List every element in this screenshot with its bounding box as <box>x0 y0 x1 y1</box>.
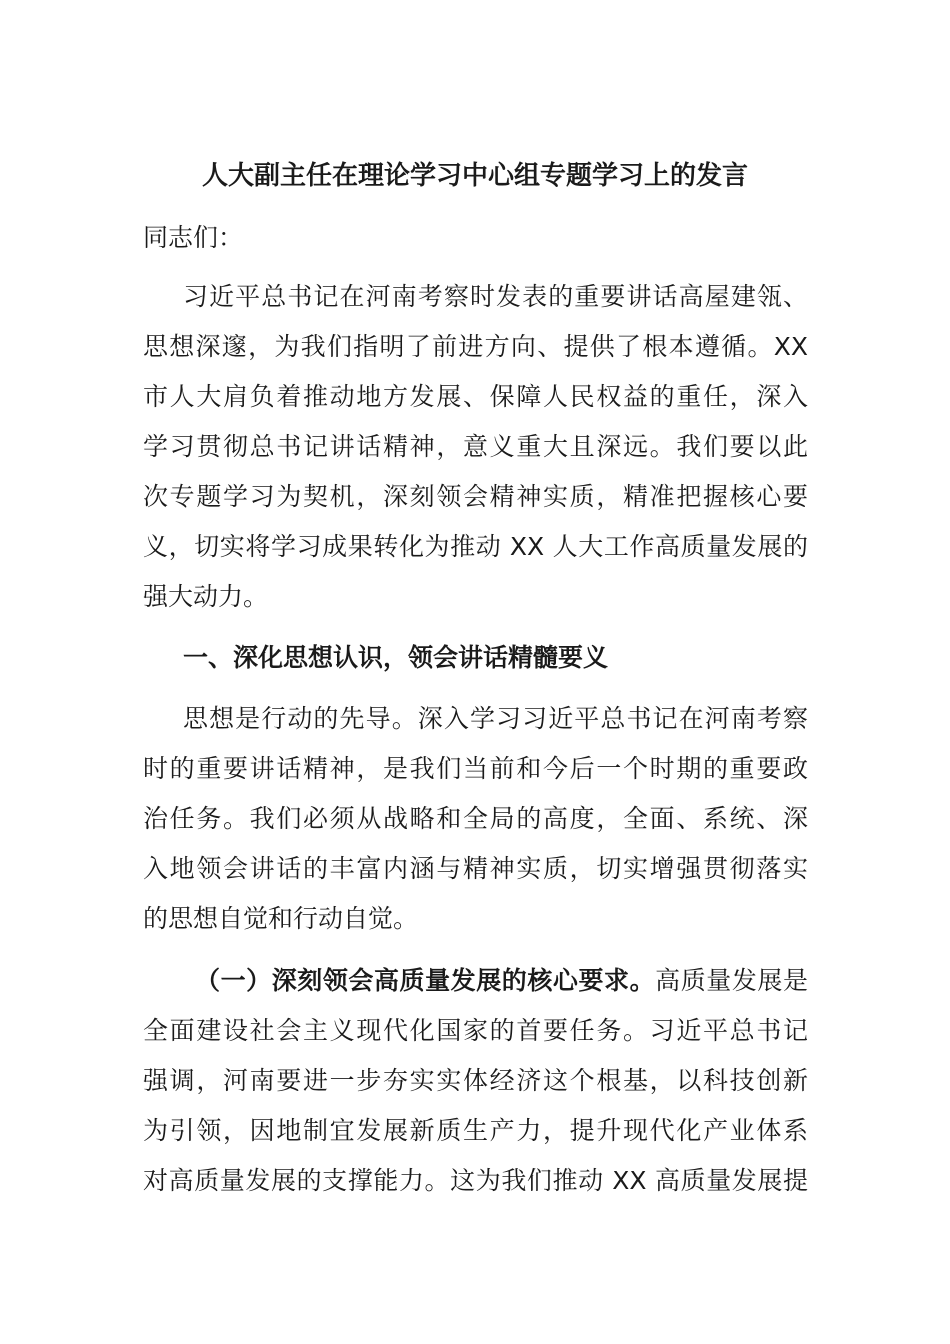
paragraph-line: 市人大肩负着推动地方发展、保障人民权益的重任，深入 <box>143 382 808 411</box>
subsection-lead: （一）深刻领会高质量发展的核心要求。 <box>195 966 656 995</box>
paragraph-line-rest: 高质量发展是 <box>655 966 808 995</box>
paragraph-line: 思想深邃，为我们指明了前进方向、提供了根本遵循。XX <box>143 332 808 361</box>
paragraph-line: 治任务。我们必须从战略和全局的高度，全面、系统、深 <box>143 804 808 833</box>
paragraph-line: 时的重要讲话精神，是我们当前和今后一个时期的重要政 <box>143 754 808 783</box>
section-heading: 一、深化思想认识，领会讲话精髓要义 <box>183 643 609 672</box>
paragraph-line: 对高质量发展的支撑能力。这为我们推动 XX 高质量发展提 <box>143 1166 808 1195</box>
paragraph-line: 全面建设社会主义现代化国家的首要任务。习近平总书记 <box>143 1016 808 1045</box>
paragraph-first-line <box>143 956 808 1006</box>
paragraph-line: 为引领，因地制宜发展新质生产力，提升现代化产业体系 <box>143 1116 808 1145</box>
paragraph-1 <box>143 272 808 622</box>
paragraph-line: 强调，河南要进一步夯实实体经济这个根基，以科技创新 <box>143 1066 808 1095</box>
paragraph-line: 习近平总书记在河南考察时发表的重要讲话高屋建瓴、 <box>183 282 808 311</box>
paragraph-line: 强大动力。 <box>143 582 269 611</box>
paragraph-line: 入地领会讲话的丰富内涵与精神实质，切实增强贯彻落实 <box>143 854 808 883</box>
paragraph-3 <box>143 956 808 1206</box>
paragraph-line: 义，切实将学习成果转化为推动 XX 人大工作高质量发展的 <box>143 532 808 561</box>
paragraph-2 <box>143 694 808 944</box>
paragraph-line: 的思想自觉和行动自觉。 <box>143 904 419 933</box>
paragraph-line: 次专题学习为契机，深刻领会精神实质，精准把握核心要 <box>143 482 808 511</box>
paragraph-line: 思想是行动的先导。深入学习习近平总书记在河南考察 <box>183 704 808 733</box>
document-title: 人大副主任在理论学习中心组专题学习上的发言 <box>201 161 748 191</box>
paragraph-line: 学习贯彻总书记讲话精神，意义重大且深远。我们要以此 <box>143 432 808 461</box>
salutation: 同志们： <box>143 223 244 252</box>
